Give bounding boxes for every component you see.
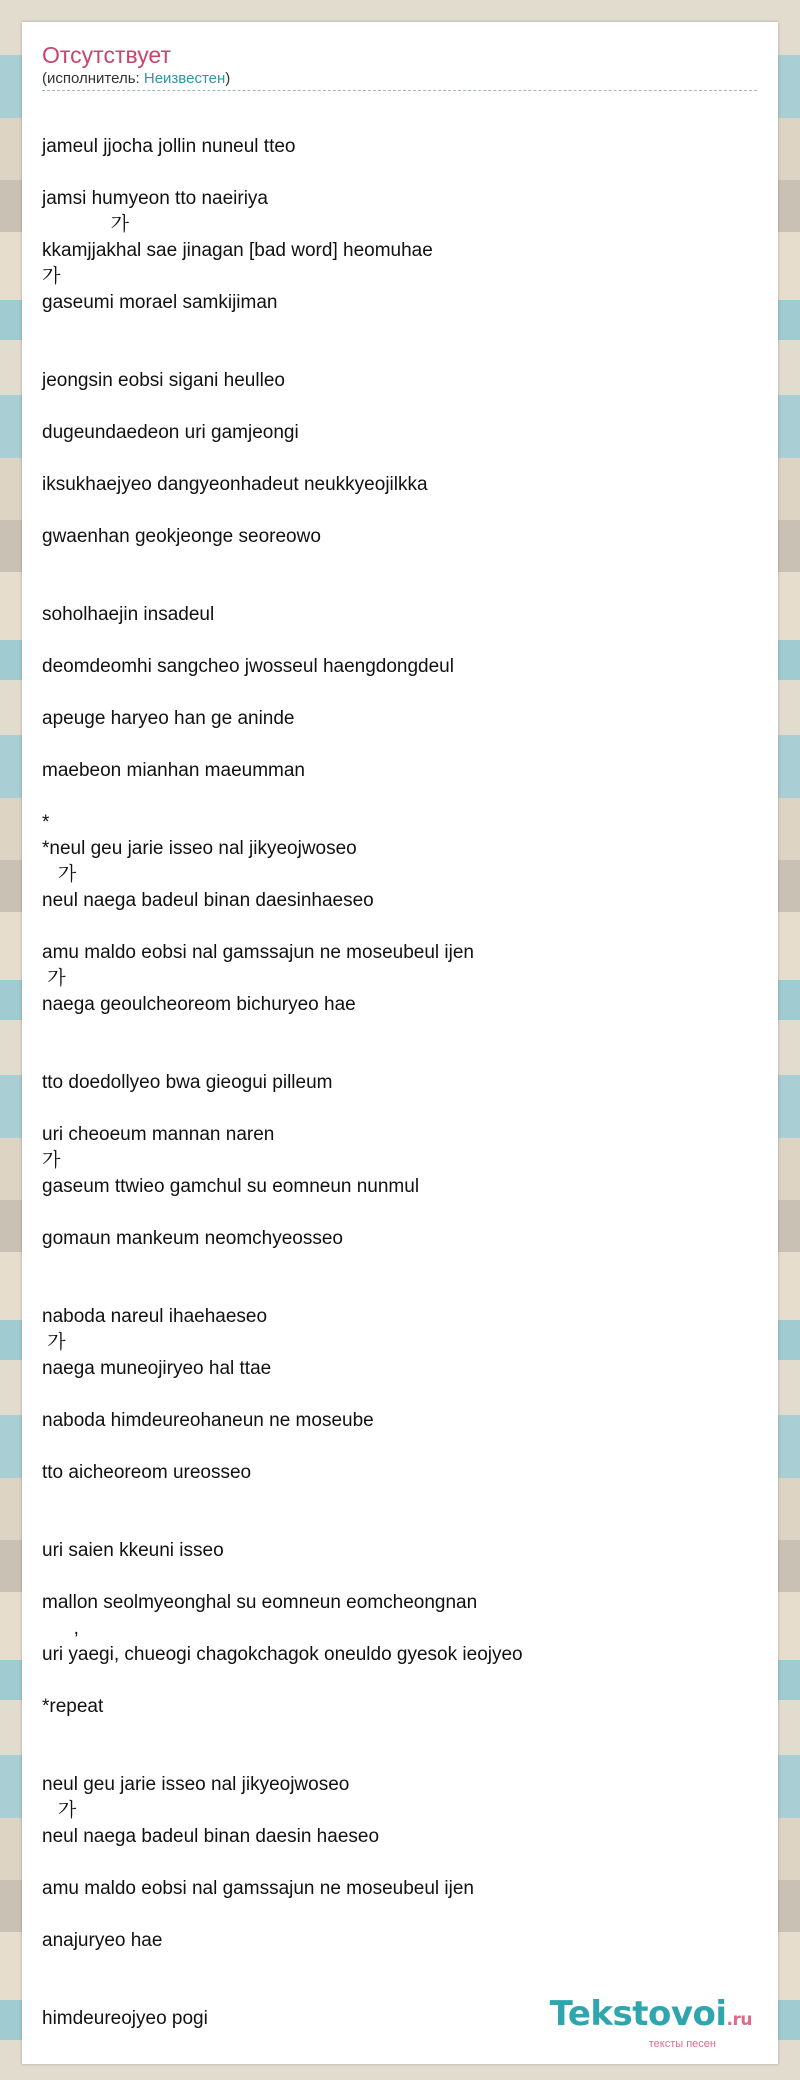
lyric-line: [42, 732, 757, 758]
lyric-line: apeuge haryeo han ge aninde: [42, 708, 295, 729]
lyric-line: naega muneojiryeo hal ttae: [42, 1358, 272, 1379]
lyric-line: 가: [42, 968, 66, 989]
lyric-line: soholhaejin insadeul: [42, 604, 215, 625]
lyrics-card: [22, 22, 778, 2064]
lyric-line: iksukhaejyeo dangyeonhadeut neukkyeojilkka: [42, 474, 428, 495]
lyric-line: *repeat: [42, 1696, 104, 1717]
lyric-line: 가: [42, 864, 77, 885]
lyric-line: [42, 1096, 757, 1122]
lyric-line: [42, 1434, 757, 1460]
lyric-line: [42, 1954, 757, 1980]
lyric-line: gaseumi morael samkijiman: [42, 292, 278, 313]
lyric-line: 가: [42, 214, 129, 235]
lyric-line: gaseum ttwieo gamchul su eomneun nunmul: [42, 1176, 420, 1197]
lyric-line: [42, 446, 757, 472]
lyric-line: ,: [42, 1618, 79, 1639]
lyric-line: [42, 394, 757, 420]
lyric-line: neul geu jarie isseo nal jikyeojwoseo: [42, 1774, 350, 1795]
lyric-line: [42, 1278, 757, 1304]
lyric-line: uri cheoeum mannan naren: [42, 1124, 275, 1145]
logo-tagline: тексты песен: [648, 2038, 716, 2050]
song-header: [42, 40, 757, 91]
lyric-line: *: [42, 812, 50, 833]
lyric-line: 가: [42, 1800, 77, 1821]
lyric-line: [42, 1720, 757, 1746]
lyrics-text: [42, 134, 757, 2032]
lyric-line: anajuryeo hae: [42, 1930, 163, 1951]
lyric-line: [42, 1902, 757, 1928]
logo-name: Tekstovoi: [549, 1994, 727, 2034]
lyric-line: [42, 1486, 757, 1512]
lyric-line: [42, 680, 757, 706]
lyric-line: 가: [42, 1150, 61, 1171]
artist-line: [42, 70, 757, 88]
lyric-line: 가: [42, 266, 61, 287]
site-logo[interactable]: [550, 1996, 752, 2050]
lyric-line: uri yaegi, chueogi chagokchagok oneuldo gyesok ieojyeo: [42, 1644, 523, 1665]
lyric-line: [42, 550, 757, 576]
lyric-line: [42, 1746, 757, 1772]
lyric-line: maebeon mianhan maeumman: [42, 760, 305, 781]
lyric-line: gwaenhan geokjeonge seoreowo: [42, 526, 321, 547]
lyric-line: amu maldo eobsi nal gamssajun ne moseubeul ijen: [42, 1878, 474, 1899]
song-title: Отсутствует: [42, 42, 171, 68]
lyric-line: mallon seolmyeonghal su eomneun eomcheongnan: [42, 1592, 478, 1613]
lyric-line: jeongsin eobsi sigani heulleo: [42, 370, 285, 391]
lyric-line: [42, 914, 757, 940]
lyric-line: dugeundaedeon uri gamjeongi: [42, 422, 299, 443]
lyric-line: [42, 628, 757, 654]
lyric-line: [42, 1044, 757, 1070]
lyric-line: [42, 1252, 757, 1278]
lyric-line: naega geoulcheoreom bichuryeo hae: [42, 994, 356, 1015]
lyric-line: tto doedollyeo bwa gieogui pilleum: [42, 1072, 333, 1093]
lyric-line: neul naega badeul binan daesinhaeseo: [42, 890, 374, 911]
lyric-line: himdeureojyeo pogi: [42, 2008, 208, 2029]
lyric-line: gomaun mankeum neomchyeosseo: [42, 1228, 344, 1249]
lyric-line: [42, 1200, 757, 1226]
artist-prefix: (исполнитель:: [42, 70, 144, 87]
lyric-line: amu maldo eobsi nal gamssajun ne moseubeul ijen: [42, 942, 474, 963]
lyric-line: uri saien kkeuni isseo: [42, 1540, 224, 1561]
lyric-line: [42, 1018, 757, 1044]
lyric-line: tto aicheoreom ureosseo: [42, 1462, 252, 1483]
lyric-line: [42, 342, 757, 368]
lyric-line: [42, 498, 757, 524]
lyric-line: neul naega badeul binan daesin haeseo: [42, 1826, 380, 1847]
lyric-line: [42, 1668, 757, 1694]
lyric-line: naboda himdeureohaneun ne moseube: [42, 1410, 374, 1431]
lyric-line: 가: [42, 1332, 66, 1353]
lyric-line: [42, 784, 757, 810]
lyric-line: jameul jjocha jollin nuneul tteo: [42, 136, 296, 157]
lyric-line: [42, 576, 757, 602]
logo-tld: .ru: [726, 2010, 752, 2030]
lyric-line: [42, 1382, 757, 1408]
lyric-line: kkamjjakhal sae jinagan [bad word] heomuhae: [42, 240, 433, 261]
lyric-line: deomdeomhi sangcheo jwosseul haengdongdeul: [42, 656, 454, 677]
lyric-line: [42, 1564, 757, 1590]
lyric-line: *neul geu jarie isseo nal jikyeojwoseo: [42, 838, 357, 859]
lyric-line: [42, 316, 757, 342]
artist-link[interactable]: Неизвестен: [143, 70, 226, 87]
lyric-line: [42, 1850, 757, 1876]
lyric-line: [42, 1512, 757, 1538]
lyric-line: jamsi humyeon tto naeiriya: [42, 188, 268, 209]
artist-suffix: ): [225, 70, 231, 87]
lyric-line: [42, 160, 757, 186]
lyric-line: naboda nareul ihaehaeseo: [42, 1306, 268, 1327]
